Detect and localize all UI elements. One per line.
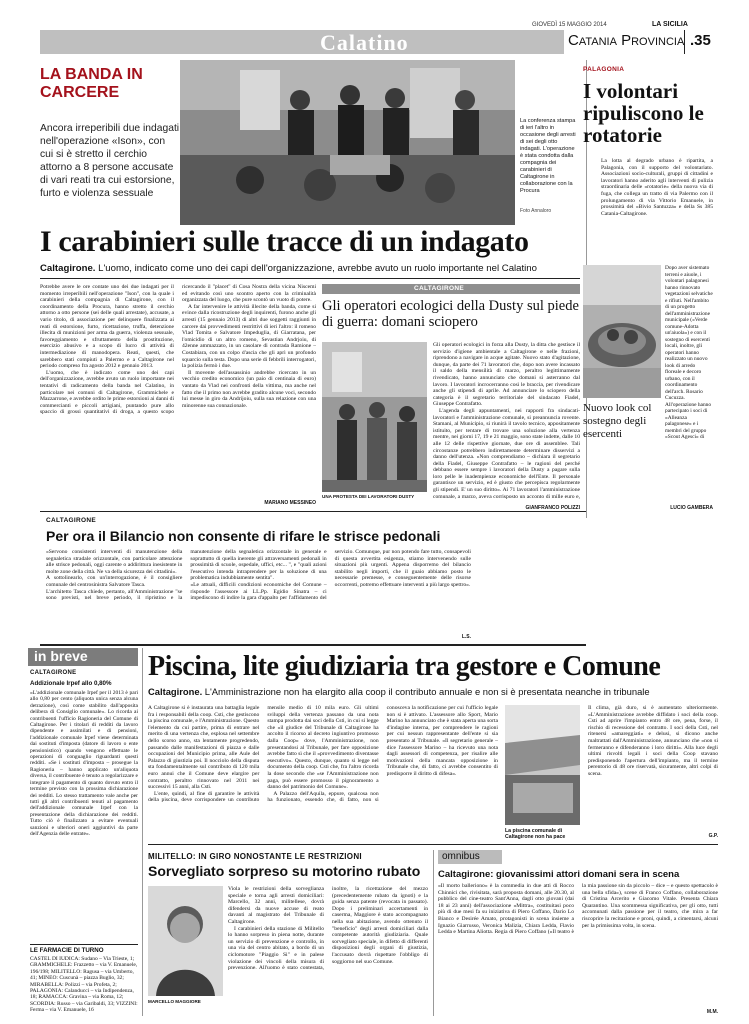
- militello-paragraph: I carabinieri della stazione di Militello lo hanno sorpreso in piena notte, durante un servizio di prevenzione e controllo, in una via del centro abitato, a bordo di un ciclomotore "Piaggio Si" e in palese violazione dei vincoli della misura di prevenzione. All'uomo è stato contestata, inoltre, la ricettazione del mezzo (precedentemente rubato da ignoti) e la guida senza patente (revocata in passato). Dopo i preliminari accertamenti in caserma, Maggiore è stato accompagnato nella sua abitazione, avendo ottenuto il "beneficio" degli arresti domiciliari dalla competente autorità giudiziaria. Quale sorvegliato speciale, in difetto di differenti disposizioni degli organi di giustizia, l'accusato dovrà rispettare l'obbligo di soggiorno nel suo Comune.: [228, 886, 428, 972]
- piscina-body-right: [588, 705, 718, 830]
- palagonia-body-bottom: [601, 444, 713, 506]
- lead-paragraph: L'uomo, che è indicato come uno dei capi dell'organizzazione, avrebbe avuto un ruolo importante nei tentativi di radicamento della banda nel Calatino, in particolare nei comuni di Caltagirone, Grammichele e Mazzarrone, e avrebbe ordito le prime estorsioni ai danni di commercianti e piccoli artigiani, puntando pure allo spaccio di grossi quantitativi di droga, a questo scopo ricercando il "placet" di Cosa Nostra della vicina Niscemi ed evitando così uno scontro aperto con la criminalità organizzata del luogo, che pure scontò un vuoto di potere.: [40, 284, 316, 416]
- piscina-body: [148, 705, 498, 843]
- portrait-photo: [148, 886, 223, 996]
- inbreve-column-rule: [142, 648, 143, 1016]
- piscina-paragraph: A Caltagirone si è instaurata una battaglia legale fra i responsabili della coop. Csti, che gestiscono la piscina comunale, e l'Amministrazione. Questo l'elemento da cui partire, prima di entrare nel merito di una vertenza che, esplosa nel settembre dello scorso anno, sta lentamente progredendo, passando dalle manifestazioni di piazza e dalle occupazioni del Municipio prima, alle Aule del Palazzo di giustizia poi. Il nocciolo della disputa sta fondamentalmente sul contributo di 120 mila euro annui che il Comune deve elargire per contratto, peraltro rinnovato nel 2011 nei successivi 15 anni, alla Csti.: [148, 705, 260, 791]
- lead-intro: Ancora irreperibili due indagati nell'operazione «Ison», con cui si è stretto il cerchio attorno a 8 persone accusate di vari reati tra cui estorsione, furto e violenza sessuale: [40, 123, 180, 199]
- bilancio-body: [46, 549, 471, 631]
- masthead-band: [40, 30, 564, 54]
- bilancio-paragraph: «Le attuali, difficili condizioni economiche del Comune – risponde l'assessore ai LL.Pp. Egidio Sinatra – ci impediscono di indire la gara d'appalto per l'affidamento del servizio. Comunque, pur non potendo fare tutto, consapevoli di questa avvertita esigenza, stiamo intervenendo sulle situazioni più urgenti. Appena disporremo del bilancio stabilito negli importi, che il guaio abbiamo posto le necessarie premesse, e conseguentemente delle risorse occorrenti, potremo effettuare interventi a più largo spettro».: [190, 549, 471, 602]
- omnibus-band-title: omnibus: [442, 851, 480, 862]
- lead-paragraph: A far intervenire le attività illecite della banda, come si evince dalla ricostruzione degli inquirenti, furono anche gli arresti (15 gennaio 2013) di altri due soggetti raggiunti in carcere dai provvedimenti restrittivi di ieri l'altro: il romeno Vlad Tomita e Salvatore Impeduglia, di Giarratana, per l'omicidio di un altro romeno, Sevastian Andrjoiu, di 42enne ammazzato, in un casolare di contrada Ramione – Costabiara, con un colpo d'ascia che gli aprì un profondo squarcio sulla testa. Dopo una serie di febbrili interrogatori, la polizia fermò i due.: [182, 303, 316, 370]
- piscina-subhead-text: L'Amministrazione non ha elargito alla coop il contributo annuale e non si è presentata neanche in tribunale: [204, 686, 650, 697]
- militello-headline: Sorvegliato sorpreso su motorino rubato: [148, 863, 421, 879]
- bilancio-paragraph: A sottolinearlo, con un'interrogazione, è il consigliere comunale del centrosinistra Salvatore Tasca.: [46, 575, 183, 588]
- piscina-subhead-place: Caltagirone.: [148, 686, 203, 697]
- masthead-paper: LA SICILIA: [652, 21, 688, 28]
- dusty-headline: Gli operatori ecologici della Dusty sul piede di guerra: domani sciopero: [322, 298, 579, 330]
- section-band-title: Calatino: [320, 30, 409, 55]
- inbreve-item-title: Addizionale Irpef allo 0,80%: [30, 680, 112, 687]
- piscina-photo-caption: La piscina comunale di Caltagirone non ha pace: [505, 828, 566, 840]
- palagonia-author: LUCIO GAMBERA: [670, 505, 713, 511]
- lead-subhead-place: Caltagirone.: [40, 263, 96, 274]
- palagonia-photo: [583, 265, 661, 398]
- militello-photo-caption: MARCELLO MAGGIORE: [148, 999, 201, 1004]
- roundabout-photo: [583, 265, 661, 398]
- palagonia-photo-caption: Nuovo look col sostegno degli esercenti: [583, 402, 652, 440]
- dusty-photo: [322, 342, 427, 492]
- dusty-kicker: CALTAGIRONE: [414, 285, 464, 292]
- piscina-headline: Piscina, lite giudiziaria tra gestore e Comune: [148, 651, 661, 682]
- militello-kicker: MILITELLO: IN GIRO NONOSTANTE LE RESTRIZIONI: [148, 852, 362, 861]
- dusty-author: GIANFRANCO POLIZZI: [525, 505, 580, 511]
- omnibus-author: M.M.: [706, 1009, 718, 1015]
- swimming-pool-photo: [505, 705, 580, 825]
- press-conference-photo: [180, 60, 515, 225]
- militello-photo: [148, 886, 223, 996]
- inbreve-item-place: CALTAGIRONE: [30, 670, 77, 676]
- omnibus-body: «Il morto balleriono» è la commedia in due atti di Rocco Chinnici che, rivisitata, sarà proposta domani, alle 20.30, al pubblico del cine-teatro Sant'Anna, dagli otto giovani (dai 18 ai 23 anni) dell'associazione «Mittra», costituitasi poco più di due mesi fa su iniziativa di Piero Coffano, Dario Lo Bianco e Desirée Amato, protagonisti in scena insieme a Ignazio Giarrusso, Veronica Malizia, Chiara Ledda, Flavio Ledda e Martina Aliotta. Regia di Piero Coffano («Il teatro è la mia passione sin da piccolo – dice – e questo spettacolo è una bella sfida»), scene di Franco Coffano, collaborazione di Cristina Arcerito e Giacomo Vitale. Presenta Chiara Quarantino. Una scommessa significativa, per gli otto, tutti accomunati dalla passione per il teatro, che mira a far riscoprire la recitazione e proni, quindi, a cimentarsi, alcuni per la primissima volta, in scena.: [438, 883, 718, 936]
- pharmacy-body: CASTEL DI IUDICA: Sudano – Via Trieste, 1; GRAMMICHELE: Frazzetto – via V. Emanuele, 196/198; MILITELLO: Ragusa – via Umberto, 41; MINEO: Cuscunà – piazza Buglio, 32; MIRABELLA: Polizzi – via Profeta, 2; PALAGONIA: Calanducci – via Indipendenza, 18; RAMACCA: Gravina – via Roma, 12; SCORDIA: Russo – via Garibaldi, 33; VIZZINI: Ferma – via V. Emanuele, 16: [30, 956, 138, 1014]
- piscina-author: G.P.: [708, 833, 718, 839]
- palagonia-kicker: PALAGONIA: [583, 66, 625, 73]
- bilancio-bottom-rule: [40, 644, 586, 646]
- lead-subhead-rule: [40, 278, 580, 279]
- bilancio-paragraph: «Servono consistenti interventi di manutenzione della segnaletica stradale orizzontale, con particolare attenzione alle strisce pedonali, oggi carente o addirittura inesistente in molte zone della città. Ne va della sicurezza dei cittadini».: [46, 549, 183, 575]
- bilancio-author: L.S.: [461, 634, 471, 640]
- lead-paragraph: Il movente dell'assassinio andrebbe ricercato in un vecchio credito economico (un paio di centinaia di euro) vantato da Vlad nei confronti della vittima, ma anche nel fatto che il primo non avrebbe gradito alcune voci, secondo lui messe in giro da Andrijoiu, sulla sua relazione con una minorenne sua connazionale.: [182, 369, 316, 409]
- inbreve-band-title: in breve: [34, 648, 88, 664]
- page-number: .35: [690, 32, 711, 49]
- section-name: Catania Provincia: [568, 32, 685, 49]
- lead-subhead-text: L'uomo, indicato come uno dei capi dell'organizzazione, avrebbe avuto un ruolo importante nel Calatino: [98, 263, 537, 274]
- palagonia-paragraph: La lotta al degrado urbano è ripartita, a Palagonia, con il supporto del volontariato. Associazioni socio-culturali, gruppi di cittadini e lavoratori hanno aderito agli interventi di pulizia straordinaria delle «rotatorie» della nuova via di fuga, che collega un tratto di via Palermo con il prolungamento di via Vittorio Emanuele, in prossimità del «Bivio Santuzza» e della Ss 385 Catania-Caltagirone.: [601, 158, 713, 217]
- piscina-bottom-rule: [148, 844, 718, 845]
- palagonia-body-top: [601, 158, 713, 262]
- piscina-paragraph: Il clima, già duro, si è aumentato ulteriormente. «L'Amministrazione avrebbe diffidato i soci della coop. Csti ad aprire l'impianto entro 48 ore, pena, forse, il rischio di recessione del contratto. I soci della Csti, nel ritenersi «amareggiati» e delusi, si dicono anche maltrattati dall'Amministrazione, annunciano che «non si fermeranno e difenderanno i loro diritti». Alla luce degli ultimi risvolti legali i soci della Coop stavano predisponendo l'apertura dell'impianto, ma il termine perentorio di 48 ore riservatà, sicuramente, altri colpi di scena.: [588, 705, 718, 777]
- bilancio-kicker: CALTAGIRONE: [46, 517, 96, 524]
- workers-protest-photo: [322, 342, 427, 492]
- militello-column-rule: [433, 850, 434, 1016]
- lead-paragraph: Potrebbe avere le ore contate uno dei due indagati per il momento irreperibili nell'operazione "Ison", con la quale i carabinieri della compagnia di Caltagirone, con il coordinamento della Procura, hanno stretto il cerchio attorno a otto persone (sei delle quali arrestate), accusate, a vario titolo, di associazione per delinquere finalizzata ai reati di estorsione, furto, ricettazione, truffa, detenzione illecita di munizioni per arma da guerra, violenza sessuale, favoreggiamento e sfruttamento della prostituzione, esercizio abusivo e a scopo di lucro di attività di intermediazione di manodopera. Reati, questi, che sarebbero stati compiuti a Palermo e a Caltagirone nel periodo compreso fra agosto 2012 e gennaio 2013.: [40, 284, 174, 370]
- palagonia-headline: I volontari ripuliscono le rotatorie: [583, 79, 704, 147]
- masthead-date: GIOVEDÌ 15 MAGGIO 2014: [532, 22, 607, 28]
- lead-body: [40, 284, 316, 496]
- lead-kicker: LA BANDA IN CARCERE: [40, 66, 143, 101]
- lead-photo: [180, 60, 515, 225]
- dusty-paragraph: Gli operatori ecologici in forza alla Dusty, la ditta che gestisce il servizio d'igiene ambientale a Caltagirone e nelle frazioni, riprendono a navigare in acque agitate. Nuovo stato d'agitazione, dunque, da parte dei 71 lavoratori che, dopo non avere incassato il saldo della mensilità di marzo, peraltro legittimamente rivendicato, hanno annunciato che domani si asterranno dal lavoro. I lavoratori incrocerranno così le braccia, per rivendicare anche gli stipendi di aprile. Ad annunciare lo sciopero della categoria è il segretario territoriale del sindacato Fiadel, Giuseppe Contrafatto.: [433, 342, 580, 408]
- militello-body: [228, 886, 428, 1012]
- bilancio-top-rule: [40, 511, 586, 512]
- palagonia-body-side: [665, 265, 713, 441]
- pharmacy-title: LE FARMACIE DI TURNO: [30, 947, 104, 954]
- bilancio-paragraph: L'architetto Tasca chiede, pertanto, all'Amministrazione "se sono previsti, nel breve periodo, il ripristino e la manutenzione della segnaletica orizzontale in generale e soprattutto di quella inerente gli attraversamenti pedonali in prossimità di scuole, ospedale, uffici, etc... ", e "quali azioni l'esecutivo intenda intraprendere per la soluzione di una problematica indubbiamente sentita".: [46, 549, 327, 602]
- inbreve-divider: [30, 944, 138, 945]
- lead-headline: I carabinieri sulle tracce di un indagato: [40, 225, 529, 258]
- lead-photo-credit: Foto Annaloro: [520, 208, 552, 214]
- inbreve-item-body: «L'addizionale comunale Irpef per il 2013 è pari allo 0,80 per cento (aliquota unica senza alcuna detrazione), così come stabilito dall'apposita delibera di Consiglio comunale». Lo ricorda ai contribuenti l'ufficio Ragioneria del Comune di Caltagirone. Per i titolari di redditi da lavoro dipendente e assimilati e di pensioni, l'addizionale comunale Irpef viene determinata dai sostituti d'imposta (datore di lavoro o ente pensionistico) quando vengono effettuate le operazioni di conguaglio riguardanti questi redditi. «Se i sostituti d'imposta – prosegue la Ragioneria – hanno applicato un'aliquota diversa, il contribuente è tenuto a regolarizzare e integrare il pagamento di quanto dovuto entro il termine previsto con la prossima dichiarazione dei redditi. Lo stesso trattamento vale anche per tutti gli altri contribuenti tenuti al pagamento dell'addizionale comunale Irpef con la presentazione della dichiarazione dei redditi. Tutto ciò è finalizzato a evitare eventuali sanzioni e ulteriori oneri aggiuntivi da parte dell'Agenzia delle entrate».: [30, 690, 138, 837]
- palagonia-paragraph: Dopo aver sistemato terreni e aiuole, i volontari palagonesi hanno rinnovato vegetazioni selvatiche e rifiuti. Nell'ambito di un progetto dell'amministrazione municipale («Verde comune-Adotta un'aiuola») e con il sostegno di esercenti locali, inoltre, gli operatori hanno realizzato un nuovo look di arredo floreale e decoro urbano, con il coordinamento dell'arch. Rosario Cucuzza. All'operazione hanno partecipato i soci di «Alleanza palagonese» e i membri del gruppo «Scout Agesci» di: [665, 265, 713, 440]
- piscina-paragraph: A Palazzo dell'Aquila, eppure, qualcosa non ha funzionato, essendo che, di fatto, non si conosceva la notificazione per cui l'ufficio legale non si è attivato. L'assessore allo Sport, Mario Marino ha annunciato che è stata aperta una sorta d'indagine interna, per comprendere le ragioni per cui nessun rappresentante dell'ente si sia presentato al Tribunale. «Il segretario generale – dice l'assessore Marino – ha ricevuto una nota dagli assessori di competenza, per risalire alle motivazioni della mancata opposizione in Tribunale che, di fatto, ci avrebbe consentito di predisporre il diritto di difesa».: [267, 705, 498, 804]
- piscina-subhead: [148, 686, 718, 697]
- piscina-photo: [505, 705, 580, 825]
- dusty-paragraph: L'agenda degli appuntamenti, nei rapporti fra sindacati-lavoratori e l'amministrazione comunale, si preannuncia rovente. Stamani, al Municipio, si riunirà il tavolo tecnico, appositamente istituito, per tentare di trovare una soluzione alla vertenza mentre, nei giorni 17, 19 e 21 maggio, sono state indette, dalle 10 alle 12 delle rispettive giornate, due ore di assemblee. Tali circostanze potrebbero indirettamente determinare disservizi a danno dell'utenza. «Non comprendiamo – dichiara il segretario della Fiadel, Giuseppe Contrafatto – le ragioni del perché debbano essere sempre i lavoratori della Dusty a pagare sulla loro pelle le inadempienze economiche dell'Ente. Il personale garantisce un servizio, ed è giusto che percepisca regolarmente gli stipendi. E' un suo diritto». Ai 71 lavoratori l'amministrazione comunale, a marzo, aveva corrisposto un acconto di mille euro e,: [433, 407, 580, 500]
- dusty-photo-caption: UNA PROTESTA DEI LAVORATORI DUSTY: [322, 494, 415, 499]
- bilancio-headline: Per ora il Bilancio non consente di rifare le strisce pedonali: [46, 528, 441, 544]
- omnibus-headline: Caltagirone: giovanissimi attori domani sera in scena: [438, 869, 680, 880]
- masthead-divider: [684, 30, 685, 54]
- piscina-paragraph: L'ente, quindi, al fine di garantire le attività della piscina, deve corrispondere un contributo mensile medio di 10 mila euro. Gli ultimi sviluppi della vertenza passano da una nota stampa prodotta dai soci della Csti, in cui si legge che «il giudice del Tribunale di Caltagirone ha accolto il ricorso al decreto ingiuntivo promosso dalla Coop» dove, l'Amministrazione, non presentandosi al Tribunale, per fare opposizione avrebbe fatto sì che il «provvedimento diventasse esecutivo». Questo, dunque, quanto si legge nel documento della coop. Csti che, fra l'altro ricorda la dose secondo che «se l'Amministrazione non paga, può essere promosso il pignoramento a danno del patrimonio del Comune».: [148, 705, 379, 804]
- lead-subhead: [40, 263, 580, 274]
- lead-author: MARIANO MESSINEO: [264, 500, 316, 506]
- militello-paragraph: Viola le restrizioni della sorveglianza speciale e torna agli arresti domiciliari: Marcello, 32 anni, militellese, dovrà difendersi da nuove accuse di reato davanti al magistrato del Tribunale di Caltagirone.: [228, 886, 324, 925]
- dusty-body: [433, 342, 580, 502]
- lead-photo-caption: La conferenza stampa di ieri l'altro in occasione degli arresti di sei degli otto indagati. L'operazione è stata condotta dalla compagnia dei carabinieri di Caltagirone in collaborazione con la Procura: [520, 118, 576, 194]
